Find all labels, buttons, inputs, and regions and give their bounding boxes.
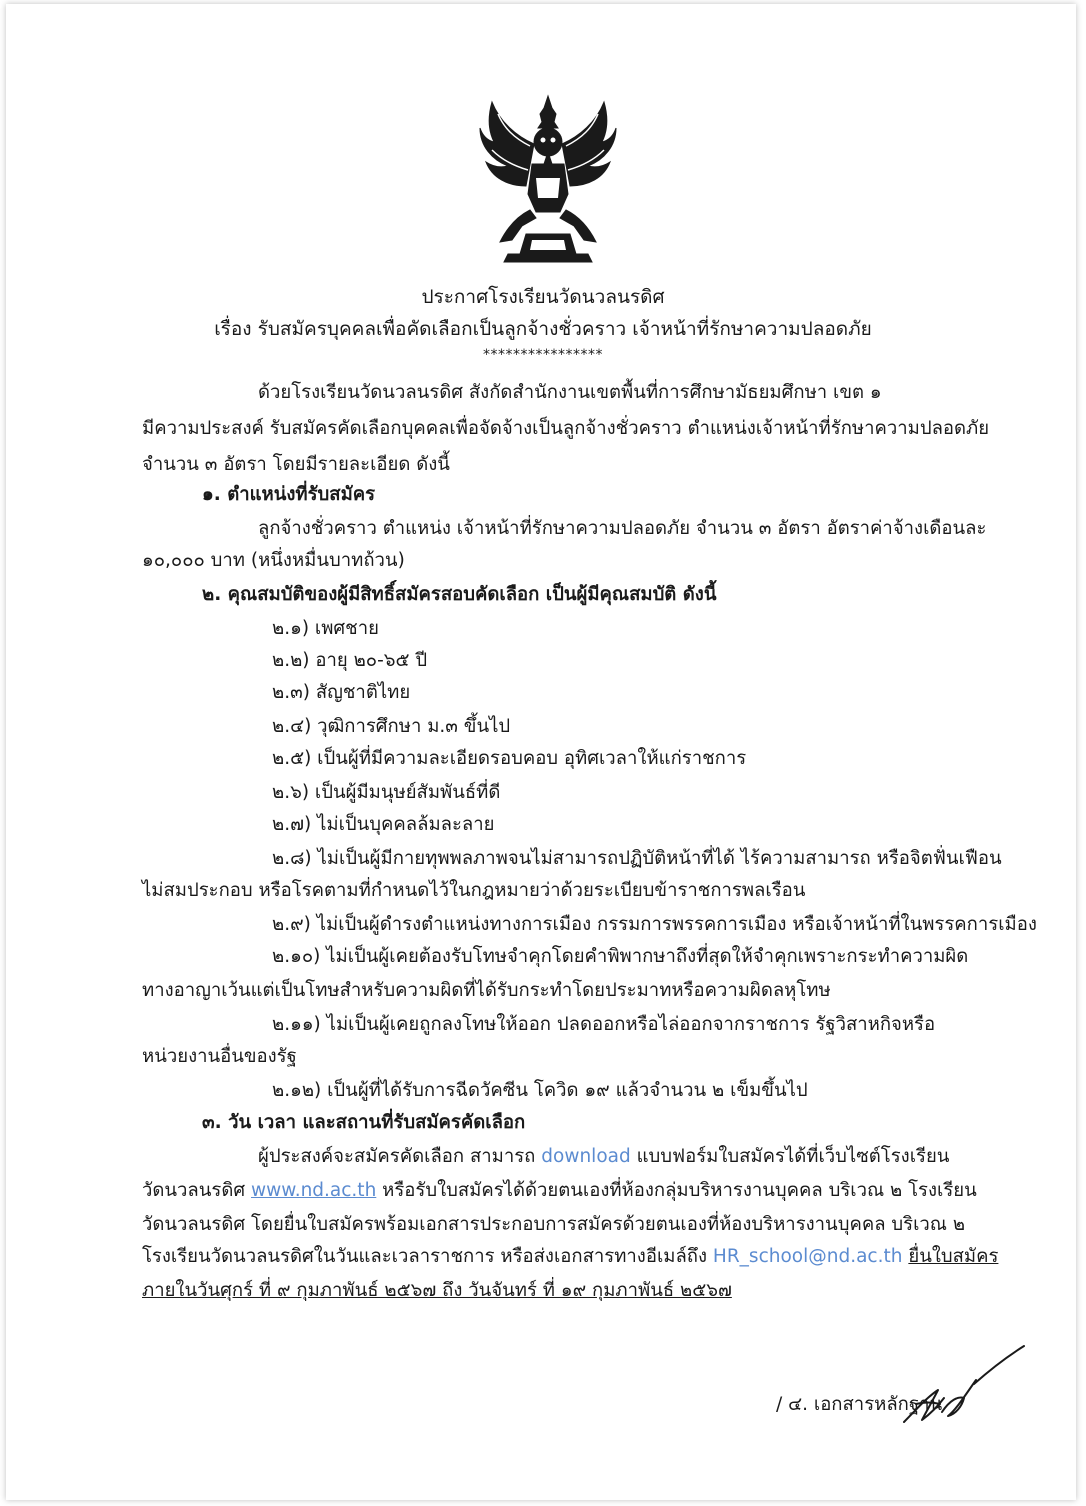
intro-line-1: ด้วยโรงเรียนวัดนวลนรดิศ สังกัดสำนักงานเขตพื้นที่การศึกษามัธยมศึกษา เขต ๑ <box>258 382 882 403</box>
application-period: ภายในวันศุกร์ ที่ ๙ กุมภาพันธ์ ๒๕๖๗ ถึง วันจันทร์ ที่ ๑๙ กุมภาพันธ์ ๒๕๖๗ <box>142 1280 732 1301</box>
qualification-item: ๒.๗) ไม่เป็นบุคคลล้มละลาย <box>272 814 495 835</box>
section-1-line-1: ลูกจ้างชั่วคราว ตำแหน่ง เจ้าหน้าที่รักษาความปลอดภัย จำนวน ๓ อัตรา อัตราค่าจ้างเดือนละ <box>258 518 987 539</box>
qualification-item-10-line-1: ๒.๑๐) ไม่เป็นผู้เคยต้องรับโทษจำคุกโดยคำพิพากษาถึงที่สุดให้จำคุกเพราะกระทำความผิด <box>272 946 969 967</box>
application-deadline-lead: ยื่นใบสมัคร <box>908 1246 999 1267</box>
qualification-item: ๒.๒) อายุ ๒๐-๖๕ ปี <box>272 650 428 671</box>
section-3-heading: ๓. วัน เวลา และสถานที่รับสมัครคัดเลือก <box>202 1112 526 1133</box>
document-title: ประกาศโรงเรียนวัดนวลนรดิศ <box>421 286 665 308</box>
section-3-line-4 <box>142 1242 998 1272</box>
email-link[interactable]: HR_school@nd.ac.th <box>712 1246 903 1267</box>
section-1-line-2: ๑๐,๐๐๐ บาท (หนึ่งหมื่นบาทถ้วน) <box>142 550 405 571</box>
qualification-item-12: ๒.๑๒) เป็นผู้ที่ได้รับการฉีดวัคซีน โควิด ๑๙ แล้วจำนวน ๒ เข็มขึ้นไป <box>272 1080 808 1101</box>
section-2-heading: ๒. คุณสมบัติของผู้มีสิทธิ์สมัครสอบคัดเลือก เป็นผู้มีคุณสมบัติ ดังนี้ <box>202 584 717 605</box>
qualification-item: ๒.๕) เป็นผู้ที่มีความละเอียดรอบคอบ อุทิศเวลาให้แก่ราชการ <box>272 748 747 769</box>
qualification-item: ๒.๓) สัญชาติไทย <box>272 682 411 703</box>
next-page-reference: / ๔. เอกสารหลักฐาน <box>776 1394 943 1415</box>
qualification-item: ๒.๔) วุฒิการศึกษา ม.๓ ขึ้นไป <box>272 716 511 737</box>
section-3-text: โรงเรียนวัดนวลนรดิศในวันและเวลาราชการ หรือส่งเอกสารทางอีเมล์ถึง <box>142 1246 713 1267</box>
signature-icon <box>896 1340 1036 1430</box>
section-1-heading: ๑. ตำแหน่งที่รับสมัคร <box>202 484 376 505</box>
intro-line-2: มีความประสงค์ รับสมัครคัดเลือกบุคคลเพื่อจัดจ้างเป็นลูกจ้างชั่วคราว ตำแหน่งเจ้าหน้าที่รักษาความปลอดภัย <box>142 418 990 439</box>
qualification-item-11-line-1: ๒.๑๑) ไม่เป็นผู้เคยถูกลงโทษให้ออก ปลดออกหรือไล่ออกจากราชการ รัฐวิสาหกิจหรือ <box>272 1014 936 1035</box>
garuda-emblem-icon <box>478 94 618 264</box>
qualification-item: ๒.๖) เป็นผู้มีมนุษย์สัมพันธ์ที่ดี <box>272 782 501 803</box>
separator-stars: **************** <box>483 347 603 363</box>
qualification-item-8-line-2: ไม่สมประกอบ หรือโรคตามที่กำหนดไว้ในกฎหมายว่าด้วยระเบียบข้าราชการพลเรือน <box>142 880 806 901</box>
qualification-item-10-line-2: ทางอาญาเว้นแต่เป็นโทษสำหรับความผิดที่ได้รับกระทำโดยประมาทหรือความผิดลหุโทษ <box>142 980 831 1001</box>
section-3-text: หรือรับใบสมัครได้ด้วยตนเองที่ห้องกลุ่มบริหารงานบุคคล บริเวณ ๒ โรงเรียน <box>376 1180 977 1201</box>
section-3-line-1 <box>258 1142 949 1172</box>
qualification-item-11-line-2: หน่วยงานอื่นของรัฐ <box>142 1046 297 1067</box>
website-link[interactable]: www.nd.ac.th <box>251 1180 377 1201</box>
section-3-text: วัดนวลนรดิศ <box>142 1180 251 1201</box>
qualification-item: ๒.๑) เพศชาย <box>272 618 379 639</box>
qualification-item-8-line-1: ๒.๘) ไม่เป็นผู้มีกายทุพพลภาพจนไม่สามารถปฏิบัติหน้าที่ได้ ไร้ความสามารถ หรือจิตฟั่นเฟือน <box>272 848 1002 869</box>
document-subject: เรื่อง รับสมัครบุคคลเพื่อคัดเลือกเป็นลูกจ้างชั่วคราว เจ้าหน้าที่รักษาความปลอดภัย <box>214 318 872 340</box>
download-link[interactable]: download <box>541 1146 631 1167</box>
qualification-item-9: ๒.๙) ไม่เป็นผู้ดำรงตำแหน่งทางการเมือง กรรมการพรรคการเมือง หรือเจ้าหน้าที่ในพรรคการเมือง <box>272 914 1037 935</box>
section-3-text: ผู้ประสงค์จะสมัครคัดเลือก สามารถ <box>258 1146 542 1167</box>
section-3-text: แบบฟอร์มใบสมัครได้ที่เว็บไซต์โรงเรียน <box>630 1146 950 1167</box>
intro-line-3: จำนวน ๓ อัตรา โดยมีรายละเอียด ดังนี้ <box>142 454 450 475</box>
section-3-line-3: วัดนวลนรดิศ โดยยื่นใบสมัครพร้อมเอกสารประกอบการสมัครด้วยตนเองที่ห้องบริหารงานบุคคล บริเวณ ๒ <box>142 1214 966 1235</box>
section-3-line-2 <box>142 1176 977 1206</box>
